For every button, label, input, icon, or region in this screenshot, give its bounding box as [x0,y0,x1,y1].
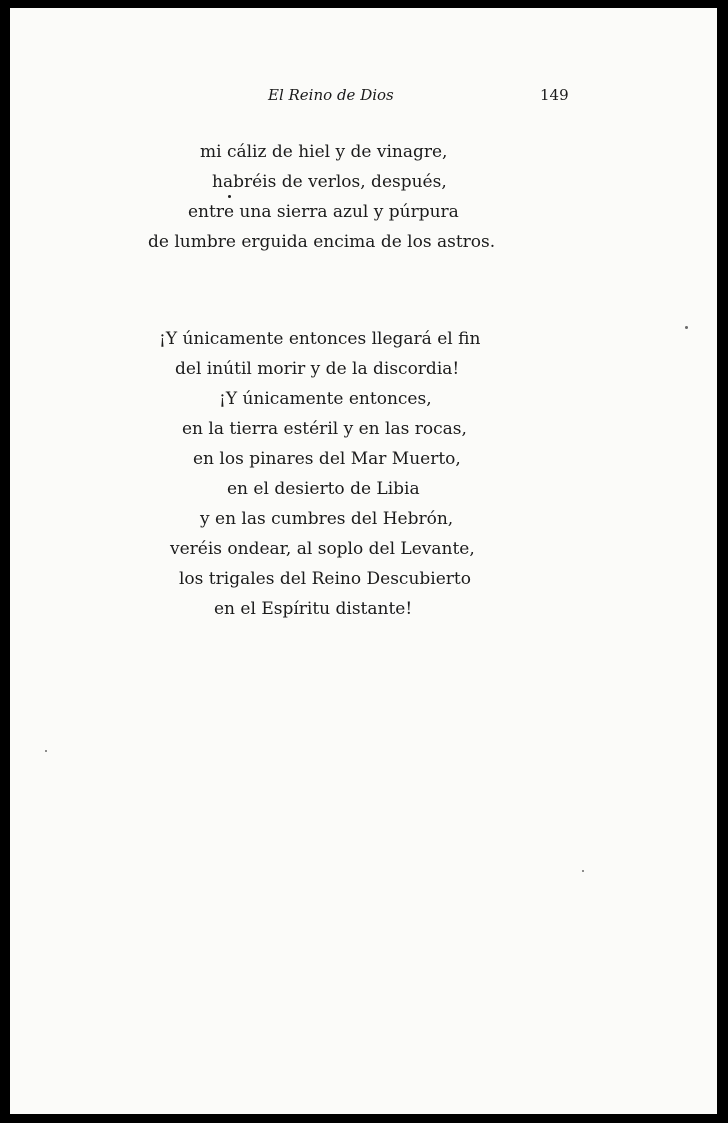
poem-line: del inútil morir y de la discordia! [175,359,460,379]
poem-line: de lumbre erguida encima de los astros. [148,232,496,252]
poem-line: en la tierra estéril y en las rocas, [182,419,467,439]
paper-speck [582,870,584,872]
poem-line: ¡Y únicamente entonces, [219,389,432,409]
poem-line: en el desierto de Libia [227,479,420,499]
poem-line: ¡Y únicamente entonces llegará el fin [159,329,481,349]
ink-dot [228,195,231,198]
poem-line: habréis de verlos, después, [212,172,447,192]
poem-line: entre una sierra azul y púrpura [188,202,459,222]
poem-line: mi cáliz de hiel y de vinagre, [200,142,448,162]
paper-speck [45,750,47,752]
running-head [10,86,717,110]
poem-line: en el Espíritu distante! [214,599,413,619]
poem-line: y en las cumbres del Hebrón, [200,509,454,529]
poem-line: en los pinares del Mar Muerto, [193,449,461,469]
page-number: 149 [540,86,569,104]
book-page [10,8,717,1114]
running-title: El Reino de Dios [268,86,394,104]
paper-speck [685,326,688,329]
poem-line: veréis ondear, al soplo del Levante, [170,539,475,559]
poem-line: los trigales del Reino Descubierto [179,569,471,589]
